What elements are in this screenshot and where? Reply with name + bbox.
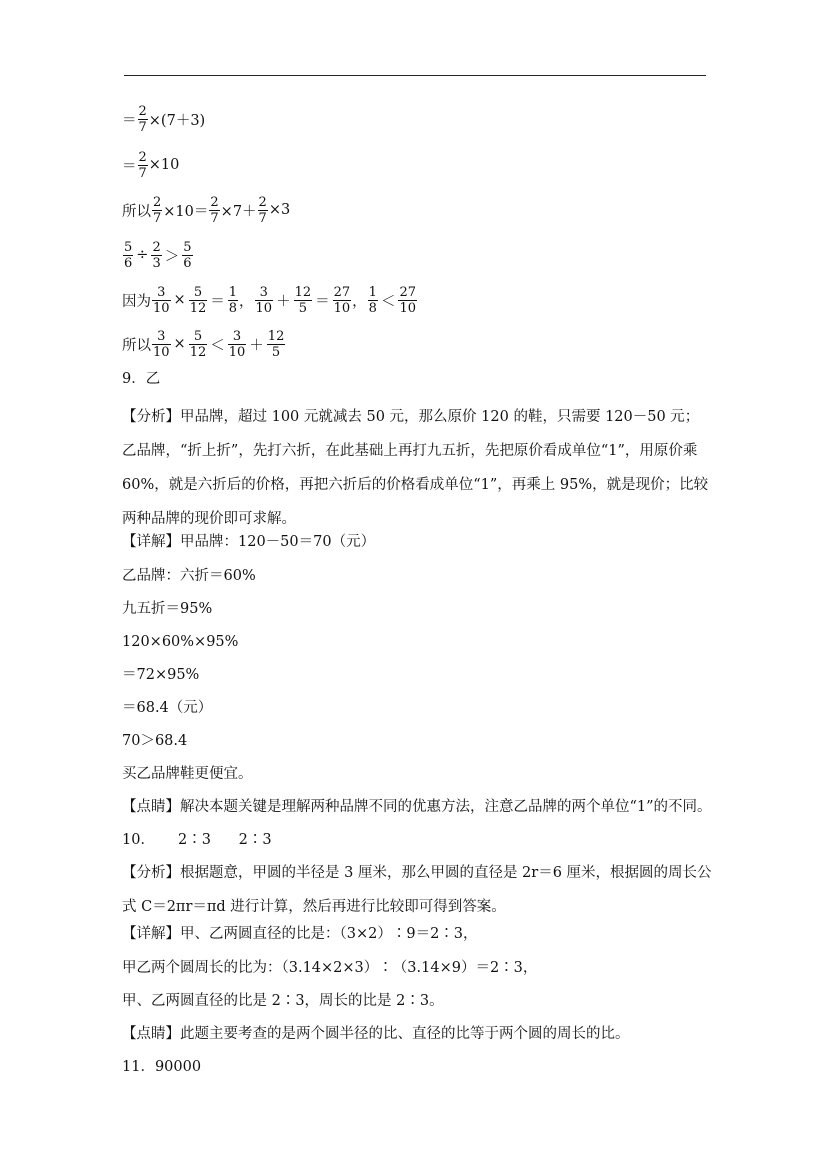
expression-text: ×(7＋3) [148, 112, 206, 129]
math-line-6 [122, 327, 286, 361]
math-line-4 [122, 238, 194, 272]
prefix-text: 所以 [122, 203, 151, 220]
fraction: $\frac{5}{12}$ [189, 328, 207, 360]
math-line-3 [122, 193, 290, 227]
operator: × [173, 292, 186, 308]
question-10-point: 【点睛】此题主要考查的是两个圆半径的比、直径的比等于两个圆的周长的比。 [122, 1026, 630, 1042]
separator: ， [352, 293, 367, 310]
question-10-detail: 【详解】甲、乙两圆直径的比是：（3×2）∶9＝2∶3， [122, 926, 478, 942]
question-10-answer: 10． 2∶3 2∶3 [122, 832, 272, 848]
fraction: $\frac{2}{7}$ [138, 149, 147, 181]
question-9-step: ＝72×95% [122, 667, 200, 683]
operator: ＝ [210, 293, 225, 310]
math-line-1 [122, 102, 205, 136]
question-10-analysis: 【分析】根据题意，甲圆的半径是 3 厘米，那么甲圆的直径是 2r＝6 厘米，根据圆的周长公式 C＝2πr＝πd 进行计算，然后再进行比较即可得到答案。 [122, 865, 712, 915]
math-line-2 [122, 148, 179, 182]
fraction: $\frac{12}{5}$ [294, 284, 312, 316]
fraction: $\frac{5}{12}$ [189, 284, 207, 316]
operator: ＋ [276, 293, 291, 310]
fraction: $\frac{2}{7}$ [258, 194, 267, 226]
fraction: $\frac{2}{7}$ [153, 194, 162, 226]
operator: ＜ [380, 293, 396, 310]
question-11-answer: 11．90000 [122, 1059, 202, 1075]
expression-text: ×7＋ [220, 203, 257, 220]
fraction: $\frac{5}{6}$ [183, 239, 192, 271]
question-9-point: 【点睛】解决本题关键是理解两种品牌不同的优惠方法，注意乙品牌的两个单位“1”的不同。 [122, 799, 712, 815]
question-9-analysis: 【分析】甲品牌，超过 100 元就减去 50 元，那么原价 120 的鞋，只需要 120－50 元；乙品牌，“折上折”，先打六折，在此基础上再打九五折，先把原价看成单位“1”，用原价乘 60%，就是六折后的价格，再把六折后的价格看成单位“1”，再乘上 95%，就是现价；比较两种品牌的现价即可求解。 [122, 409, 709, 527]
fraction: $\frac{2}{7}$ [138, 103, 147, 135]
operator: ＋ [249, 337, 264, 354]
fraction: $\frac{12}{5}$ [267, 328, 285, 360]
fraction: $\frac{3}{10}$ [228, 328, 246, 360]
expression-text: ×10 [148, 157, 180, 173]
math-line-5 [122, 283, 418, 317]
fraction: $\frac{5}{6}$ [124, 239, 133, 271]
expression-text: ×3 [268, 202, 291, 218]
operator: ＜ [210, 337, 225, 354]
question-9-conclusion: 买乙品牌鞋更便宜。 [122, 766, 253, 782]
operator: ＞ [164, 248, 180, 265]
question-9-detail: 【详解】甲品牌：120－50＝70（元） [122, 534, 376, 550]
question-10-step: 甲乙两个圆周长的比为：（3.14×2×3）∶（3.14×9）＝2∶3， [122, 960, 538, 976]
operator: × [173, 336, 186, 352]
question-10-step: 甲、乙两圆直径的比是 2∶3，周长的比是 2∶3。 [122, 993, 444, 1009]
header-rule [124, 75, 706, 76]
prefix-text: 所以 [122, 337, 151, 354]
fraction: $\frac{2}{3}$ [152, 239, 161, 271]
expression-text: ×10＝ [163, 203, 209, 220]
equals-sign: ＝ [122, 158, 137, 175]
fraction: $\frac{27}{10}$ [333, 284, 351, 316]
fraction: $\frac{3}{10}$ [153, 284, 170, 316]
question-9-step: 乙品牌：六折＝60% [122, 568, 256, 584]
fraction: $\frac{27}{10}$ [399, 284, 416, 316]
question-9-answer: 9．乙 [122, 371, 161, 387]
question-9-step: ＝68.4（元） [122, 700, 213, 716]
fraction: $\frac{3}{10}$ [255, 284, 273, 316]
separator: ， [239, 293, 254, 310]
operator: ＝ [315, 293, 330, 310]
operator: ÷ [136, 247, 149, 263]
fraction: $\frac{3}{10}$ [153, 328, 170, 360]
question-9-step: 九五折＝95% [122, 601, 213, 617]
fraction: $\frac{1}{8}$ [368, 284, 377, 316]
equals-sign: ＝ [122, 112, 137, 129]
fraction: $\frac{2}{7}$ [210, 194, 219, 226]
fraction: $\frac{1}{8}$ [228, 284, 238, 316]
question-9-step: 120×60%×95% [122, 634, 239, 650]
question-9-step: 70＞68.4 [122, 733, 188, 749]
prefix-text: 因为 [122, 293, 151, 310]
